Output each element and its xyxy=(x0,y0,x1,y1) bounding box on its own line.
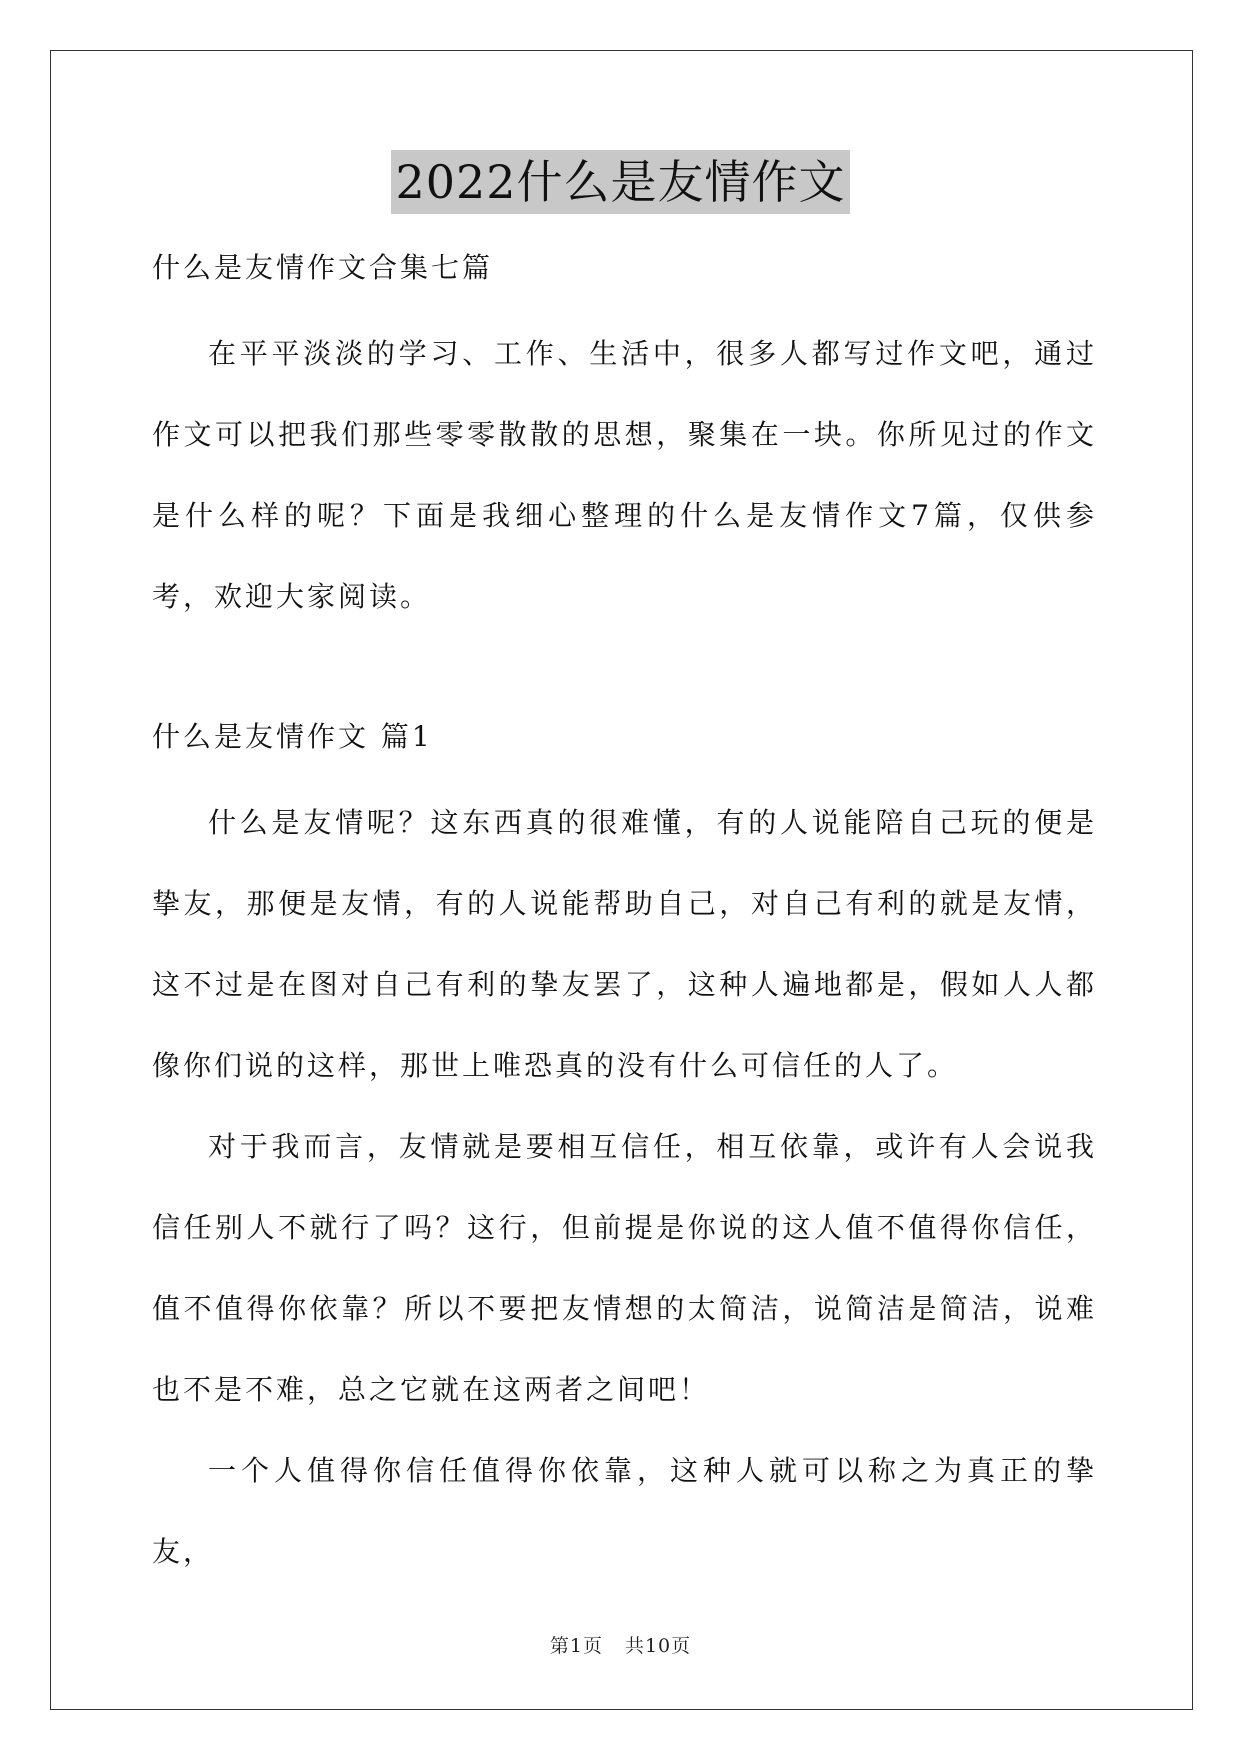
page-number-total: 共10页 xyxy=(624,1635,692,1657)
page-number-current: 第1页 xyxy=(549,1635,603,1657)
body-paragraph-3: 一个人值得你信任值得你依靠，这种人就可以称之为真正的挚友， xyxy=(152,1454,1097,1568)
section-spacer xyxy=(152,637,1097,707)
document-title: 2022什么是友情作文 xyxy=(391,150,849,214)
title-container xyxy=(0,150,1241,214)
body-paragraph-2: 对于我而言，友情就是要相互信任，相互依靠，或许有人会说我信任别人不就行了吗？这行，但前提是你说的这人值不值得你信任，值不值得你依靠？所以不要把友情想的太简洁，说简洁是简洁，说难也不是不难，总之它就在这两者之间吧！ xyxy=(152,1130,1097,1406)
body-paragraph-1: 什么是友情呢？这东西真的很难懂，有的人说能陪自己玩的便是挚友，那便是友情，有的人说能帮助自己，对自己有利的就是友情，这不过是在图对自己有利的挚友罢了，这种人遍地都是，假如人人都像你们说的这样，那世上唯恐真的没有什么可信任的人了。 xyxy=(152,806,1097,1082)
intro-paragraph: 在平平淡淡的学习、工作、生活中，很多人都写过作文吧，通过作文可以把我们那些零零散散的思想，聚集在一块。你所见过的作文是什么样的呢？下面是我细心整理的什么是友情作文7篇，仅供参考，欢迎大家阅读。 xyxy=(152,337,1097,613)
page-footer xyxy=(0,1633,1241,1659)
collection-subtitle: 什么是友情作文合集七篇 xyxy=(152,251,494,284)
section-heading: 什么是友情作文 篇1 xyxy=(152,720,433,753)
document-body xyxy=(152,238,1097,1592)
